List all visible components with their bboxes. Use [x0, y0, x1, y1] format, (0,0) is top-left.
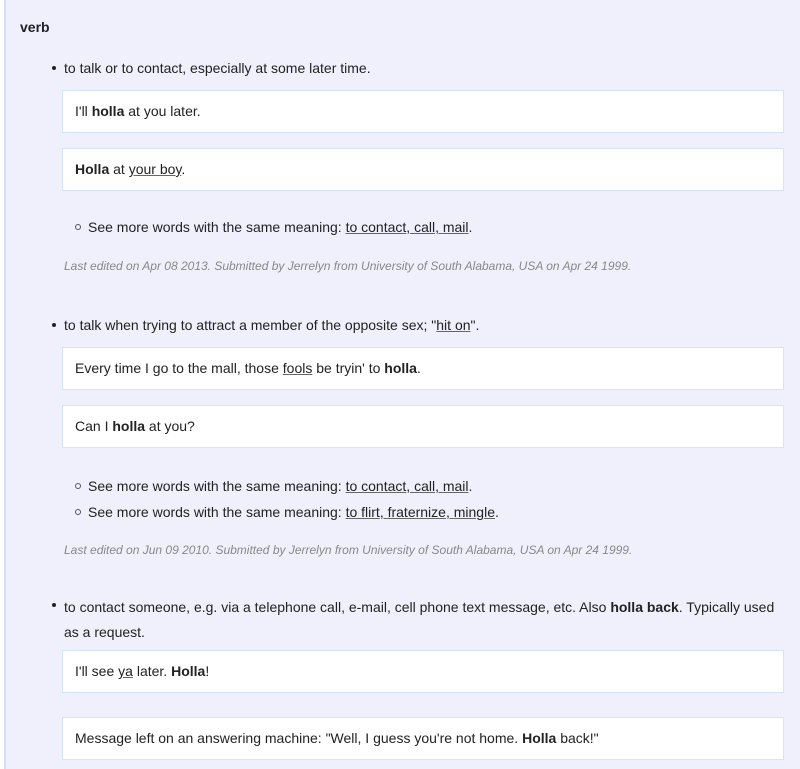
edit-info: Last edited on Jun 09 2010. Submitted by Jerrelyn from University of South Alabama, USA on Apr 24 1999. [64, 543, 633, 557]
word-link[interactable]: fools [282, 360, 313, 376]
definition: to talk when trying to attract a member of the opposite sex; "hit on". [64, 315, 784, 335]
synonym-link[interactable]: fraternize [387, 504, 446, 520]
see-more: See more words with the same meaning: to flirt, fraternize, mingle. [88, 502, 800, 522]
synonym-link[interactable]: call [414, 219, 436, 235]
see-more: See more words with the same meaning: to contact, call, mail. [88, 217, 800, 237]
example: Can I holla at you? [62, 405, 784, 448]
sense-3 [6, 595, 800, 760]
example: I'll holla at you later. [62, 90, 784, 133]
word-link[interactable]: hit on [436, 317, 471, 333]
see-more: See more words with the same meaning: to contact, call, mail. [88, 476, 800, 496]
word-link[interactable]: your boy [128, 161, 182, 177]
word-link[interactable]: ya [118, 663, 133, 679]
edit-info: Last edited on Apr 08 2013. Submitted by Jerrelyn from University of South Alabama, USA on Apr 24 1999. [64, 259, 632, 273]
example: Every time I go to the mall, those fools be tryin' to holla. [62, 347, 784, 390]
synonym-link[interactable]: mail [442, 219, 469, 235]
synonym-link[interactable]: call [414, 478, 436, 494]
definition: to contact someone, e.g. via a telephone call, e-mail, cell phone text message, etc. Also holla back. Typically used as a request. [64, 595, 784, 645]
synonym-link[interactable]: to flirt [345, 504, 380, 520]
synonym-link[interactable]: to contact [345, 219, 407, 235]
synonym-link[interactable]: mingle [453, 504, 495, 520]
sense-1 [6, 58, 800, 276]
synonym-link[interactable]: to contact [345, 478, 407, 494]
example: I'll see ya later. Holla! [62, 650, 784, 693]
example: Holla at your boy. [62, 148, 784, 191]
definition: to talk or to contact, especially at some later time. [64, 58, 784, 78]
part-of-speech: verb [20, 19, 50, 35]
sense-2 [6, 315, 800, 560]
synonym-link[interactable]: mail [442, 478, 469, 494]
example: Message left on an answering machine: "Well, I guess you're not home. Holla back!" [62, 717, 784, 760]
definition-panel [4, 0, 800, 769]
